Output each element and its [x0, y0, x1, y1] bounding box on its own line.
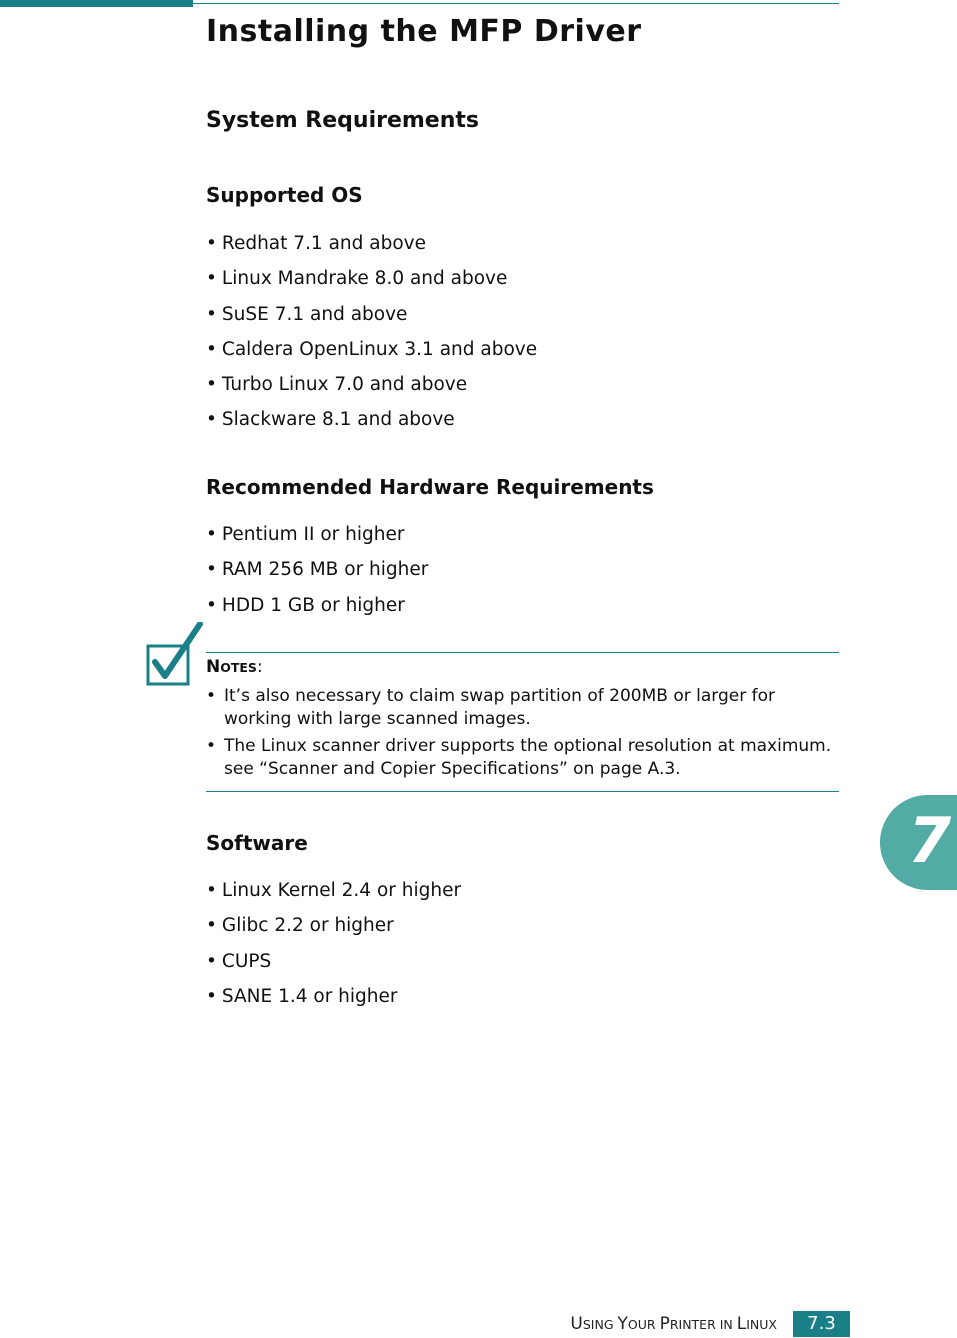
list-item [206, 374, 537, 409]
section-heading-system-requirements: System Requirements [206, 108, 480, 133]
bullet: • [206, 303, 217, 325]
footer-title-rest: IN [719, 1317, 737, 1332]
list-item-text: RAM 256 MB or higher [221, 559, 429, 581]
list-item-text: Linux Mandrake 8.0 and above [221, 268, 508, 290]
footer-title-cap: U [570, 1314, 583, 1334]
bullet: • [206, 338, 217, 360]
bullet: • [206, 736, 217, 756]
notes-label-initial: N [206, 657, 221, 677]
supported-os-list [206, 233, 537, 445]
footer-title-rest: SING [582, 1317, 618, 1332]
list-item [206, 595, 428, 630]
list-item [206, 559, 428, 594]
list-item [206, 268, 537, 303]
footer-chapter-title [570, 1314, 777, 1334]
header-accent-bar [0, 0, 193, 7]
list-item-text: Pentium II or higher [221, 524, 405, 545]
notes-list [206, 685, 846, 785]
bullet: • [206, 409, 217, 431]
list-item-text: SANE 1.4 or higher [221, 985, 398, 1007]
list-item-text: Redhat 7.1 and above [221, 233, 426, 254]
chapter-number: 7 [908, 804, 952, 877]
bullet: • [206, 915, 217, 937]
list-item [206, 915, 461, 950]
footer-title-cap: P [659, 1314, 670, 1334]
bullet: • [206, 950, 217, 972]
bullet: • [206, 559, 217, 581]
list-item [206, 233, 537, 268]
page-number: 7.3 [793, 1311, 850, 1337]
footer-title-rest: RINTER [669, 1317, 720, 1332]
footer-title-rest: INUX [746, 1317, 777, 1332]
footer-title-rest: OUR [627, 1317, 660, 1332]
list-item [206, 304, 537, 339]
list-item [206, 409, 537, 444]
notes-top-rule [206, 652, 839, 653]
note-item [206, 735, 846, 781]
bullet: • [206, 985, 217, 1007]
notes-label [206, 657, 263, 677]
list-item-text: Glibc 2.2 or higher [221, 915, 394, 937]
bullet: • [206, 686, 217, 706]
subheading-software: Software [206, 831, 308, 855]
list-item [206, 524, 428, 559]
list-item [206, 880, 461, 915]
bullet: • [206, 524, 217, 545]
subheading-supported-os: Supported OS [206, 183, 363, 207]
bullet: • [206, 233, 217, 254]
header-rule [193, 3, 839, 4]
bullet: • [206, 880, 217, 901]
list-item-text: Slackware 8.1 and above [221, 409, 455, 431]
subheading-hardware-requirements: Recommended Hardware Requirements [206, 475, 654, 499]
note-item [206, 685, 846, 731]
notes-label-colon: : [256, 657, 263, 677]
notes-bottom-rule [206, 791, 839, 792]
notes-label-rest: OTES [220, 660, 257, 675]
note-item-text: The Linux scanner driver supports the optional resolution at maximum. see “Scanner and Copier Specifications” on page A.3. [224, 736, 832, 779]
list-item-text: Linux Kernel 2.4 or higher [221, 880, 462, 901]
list-item-text: CUPS [221, 950, 272, 972]
list-item [206, 951, 461, 986]
list-item-text: HDD 1 GB or higher [221, 594, 405, 616]
list-item-text: Turbo Linux 7.0 and above [221, 374, 468, 396]
list-item-text: Caldera OpenLinux 3.1 and above [221, 338, 538, 360]
bullet: • [206, 374, 217, 396]
bullet: • [206, 268, 217, 290]
note-item-text: It’s also necessary to claim swap partition of 200MB or larger for working with large scanned images. [224, 686, 775, 729]
software-list [206, 880, 461, 1021]
hardware-list [206, 524, 428, 630]
chapter-tab [880, 795, 957, 890]
footer-title-cap: L [736, 1314, 747, 1334]
list-item [206, 986, 461, 1021]
checkmark-icon [143, 622, 203, 688]
bullet: • [206, 594, 217, 616]
page-title: Installing the MFP Driver [206, 14, 642, 49]
footer-title-cap: Y [617, 1314, 628, 1334]
list-item-text: SuSE 7.1 and above [221, 303, 408, 325]
list-item [206, 339, 537, 374]
